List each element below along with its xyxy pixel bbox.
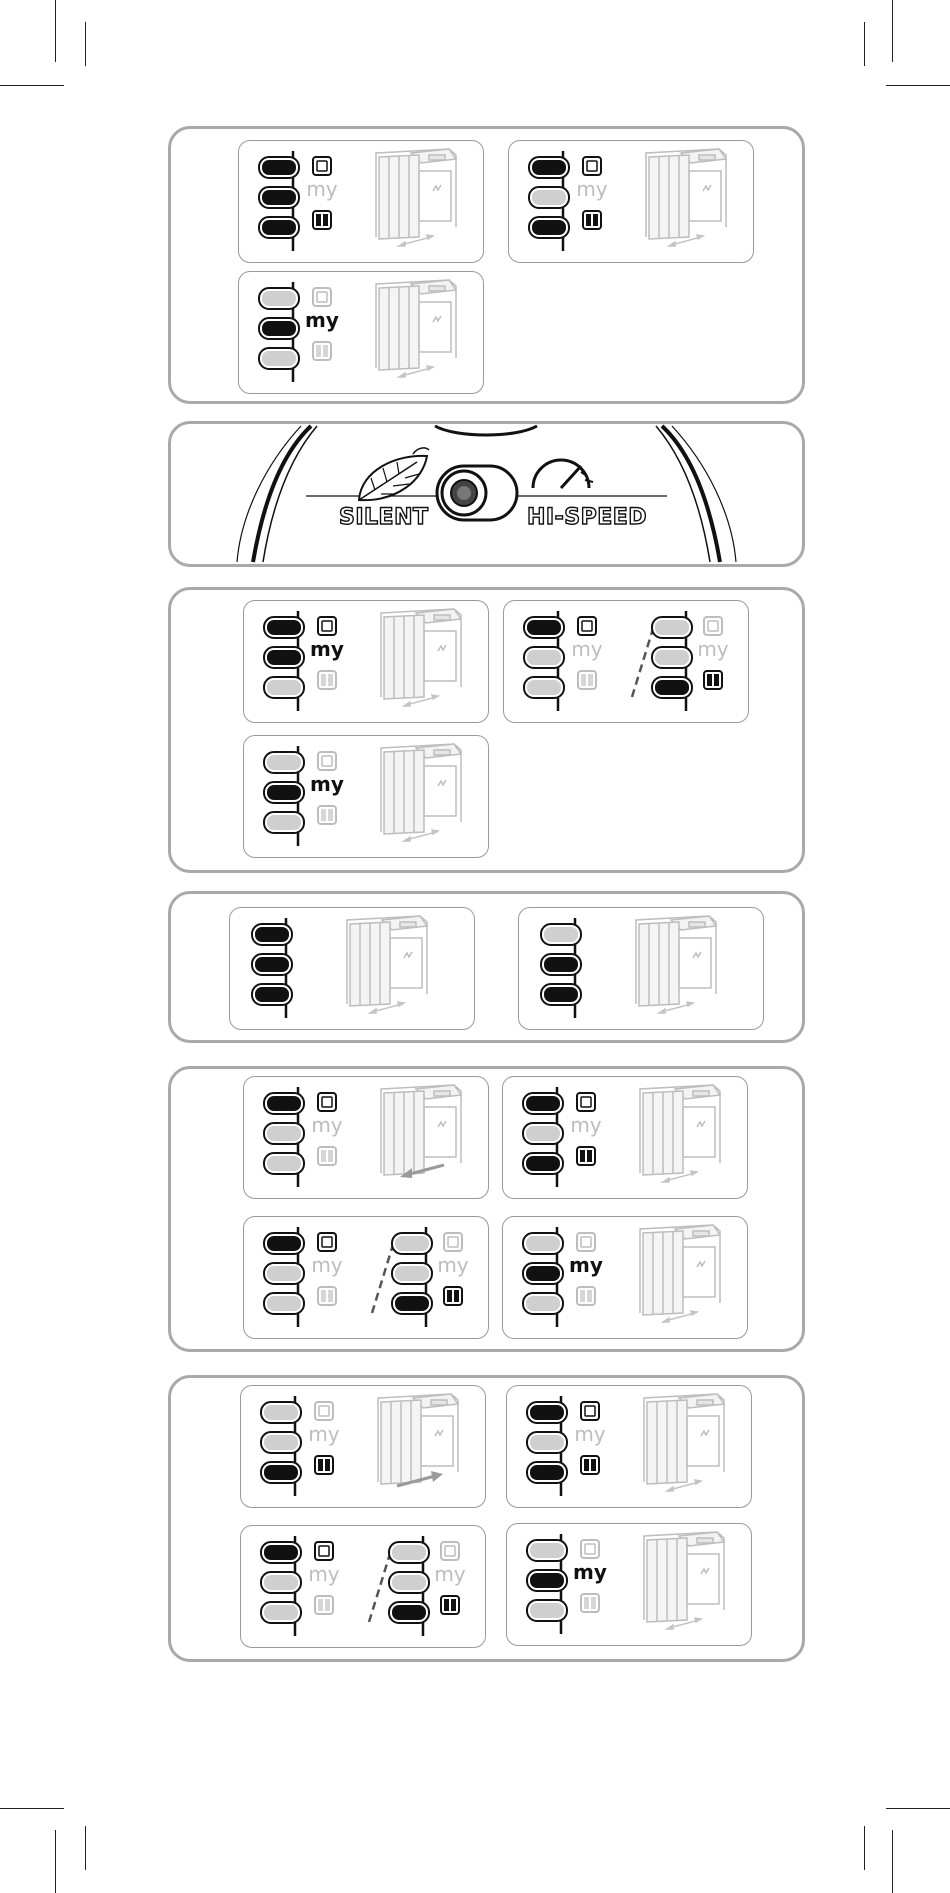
crop-mark: [55, 1830, 56, 1893]
instruction-card: [243, 735, 489, 858]
hi-speed-label: HI-SPEED: [527, 505, 648, 530]
remote-key-icon: [523, 1233, 563, 1254]
sectional-door-icon: [376, 280, 456, 370]
remote-key-icon: [524, 677, 564, 698]
instruction-card: [243, 1076, 489, 1199]
remote-key-icon: [652, 647, 692, 668]
up-square-icon: [441, 1542, 459, 1560]
my-label: my: [308, 1562, 340, 1586]
remote-key-icon: [252, 984, 292, 1005]
remote-key-icon: [264, 752, 304, 773]
my-label: my: [311, 1113, 343, 1137]
my-label: my: [434, 1562, 466, 1586]
remote-key-icon: [392, 1233, 432, 1254]
remote-key-icon: [392, 1263, 432, 1284]
crop-mark: [85, 1826, 86, 1870]
remote-key-icon: [389, 1542, 429, 1563]
instruction-card: [503, 600, 749, 723]
speed-switch-illustration: [171, 424, 802, 564]
crop-mark: [0, 85, 64, 86]
remote-key-icon: [523, 1123, 563, 1144]
up-square-icon: [444, 1233, 462, 1251]
sectional-door-icon: [381, 609, 461, 699]
sectional-door-icon: [644, 1532, 724, 1622]
my-label: my: [306, 177, 338, 201]
pause-square-icon: [704, 671, 722, 689]
remote-key-icon: [264, 1233, 304, 1254]
pause-square-icon: [315, 1596, 333, 1614]
crop-mark: [892, 0, 893, 62]
crop-mark: [864, 22, 865, 66]
instruction-card: [508, 140, 754, 263]
crop-mark: [55, 0, 56, 62]
my-label: my: [569, 1253, 603, 1277]
sectional-door-icon: [636, 916, 716, 1006]
remote-key-icon: [523, 1153, 563, 1174]
remote-key-icon: [261, 1432, 301, 1453]
remote-key-icon: [527, 1462, 567, 1483]
sectional-door-icon: [381, 1085, 461, 1175]
speedometer-icon: [533, 460, 593, 488]
sectional-door-icon: [376, 149, 456, 239]
remote-key-icon: [259, 318, 299, 339]
remote-key-icon: [264, 1123, 304, 1144]
remote-key-icon: [392, 1293, 432, 1314]
instruction-card: [238, 271, 484, 394]
sectional-door-icon: [378, 1394, 458, 1484]
pause-square-icon: [318, 671, 336, 689]
my-label: my: [697, 637, 729, 661]
remote-key-icon: [524, 617, 564, 638]
remote-key-icon: [261, 1602, 301, 1623]
pause-square-icon: [577, 1287, 595, 1305]
up-square-icon: [578, 617, 596, 635]
remote-key-icon: [252, 924, 292, 945]
slide-switch-icon: [437, 466, 517, 520]
remote-key-icon: [264, 1093, 304, 1114]
up-square-icon: [577, 1233, 595, 1251]
pause-square-icon: [581, 1594, 599, 1612]
instruction-card: [229, 907, 475, 1030]
remote-key-icon: [261, 1542, 301, 1563]
remote-key-icon: [264, 617, 304, 638]
my-label: my: [310, 637, 344, 661]
up-square-icon: [583, 157, 601, 175]
pause-square-icon: [578, 671, 596, 689]
my-label: my: [311, 1253, 343, 1277]
up-square-icon: [318, 1233, 336, 1251]
pause-square-icon: [318, 806, 336, 824]
up-square-icon: [315, 1402, 333, 1420]
up-square-icon: [315, 1542, 333, 1560]
up-square-icon: [313, 157, 331, 175]
pause-square-icon: [581, 1456, 599, 1474]
remote-key-icon: [261, 1572, 301, 1593]
sectional-door-icon: [347, 916, 427, 1006]
remote-key-icon: [541, 924, 581, 945]
silent-label: SILENT: [339, 505, 429, 530]
remote-key-icon: [259, 187, 299, 208]
pause-square-icon: [444, 1287, 462, 1305]
up-square-icon: [581, 1402, 599, 1420]
pause-square-icon: [577, 1147, 595, 1165]
pause-square-icon: [318, 1287, 336, 1305]
remote-key-icon: [264, 677, 304, 698]
remote-key-icon: [652, 617, 692, 638]
remote-key-icon: [259, 348, 299, 369]
remote-key-icon: [527, 1402, 567, 1423]
remote-key-icon: [523, 1093, 563, 1114]
remote-key-icon: [527, 1432, 567, 1453]
my-label: my: [570, 1113, 602, 1137]
remote-key-icon: [541, 984, 581, 1005]
crop-mark: [864, 1826, 865, 1870]
crop-mark: [0, 1808, 64, 1809]
speed-switch-panel: [168, 421, 805, 567]
remote-key-icon: [527, 1540, 567, 1561]
remote-key-icon: [264, 1153, 304, 1174]
sectional-door-icon: [644, 1394, 724, 1484]
my-label: my: [576, 177, 608, 201]
remote-key-icon: [259, 288, 299, 309]
remote-key-icon: [523, 1263, 563, 1284]
up-square-icon: [704, 617, 722, 635]
pause-square-icon: [315, 1456, 333, 1474]
remote-key-icon: [527, 1600, 567, 1621]
remote-key-icon: [529, 187, 569, 208]
my-label: my: [573, 1560, 607, 1584]
instruction-card: [506, 1385, 752, 1508]
sectional-door-icon: [381, 744, 461, 834]
remote-key-icon: [264, 812, 304, 833]
crop-mark: [886, 1808, 950, 1809]
my-label: my: [305, 308, 339, 332]
remote-key-icon: [261, 1462, 301, 1483]
my-label: my: [310, 772, 344, 796]
crop-mark: [886, 85, 950, 86]
up-square-icon: [313, 288, 331, 306]
my-label: my: [571, 637, 603, 661]
instruction-card: [238, 140, 484, 263]
my-label: my: [574, 1422, 606, 1446]
remote-key-icon: [264, 1263, 304, 1284]
instruction-card: [243, 600, 489, 723]
instruction-card: [506, 1523, 752, 1646]
pause-square-icon: [583, 211, 601, 229]
remote-key-icon: [529, 217, 569, 238]
pause-square-icon: [313, 342, 331, 360]
instruction-card: [502, 1216, 748, 1339]
up-square-icon: [581, 1540, 599, 1558]
sectional-door-icon: [646, 149, 726, 239]
remote-key-icon: [541, 954, 581, 975]
up-square-icon: [318, 617, 336, 635]
instruction-card: [518, 907, 764, 1030]
sectional-door-icon: [640, 1085, 720, 1175]
instruction-card: [502, 1076, 748, 1199]
feather-leaf-icon: [359, 448, 429, 500]
remote-key-icon: [252, 954, 292, 975]
remote-key-icon: [264, 1293, 304, 1314]
pause-square-icon: [441, 1596, 459, 1614]
remote-key-icon: [264, 647, 304, 668]
instruction-card: [243, 1216, 489, 1339]
remote-key-icon: [389, 1572, 429, 1593]
my-label: my: [437, 1253, 469, 1277]
my-label: my: [308, 1422, 340, 1446]
instruction-card: [240, 1385, 486, 1508]
up-square-icon: [318, 752, 336, 770]
remote-key-icon: [529, 157, 569, 178]
crop-mark: [85, 22, 86, 66]
pause-square-icon: [313, 211, 331, 229]
sectional-door-icon: [640, 1225, 720, 1315]
remote-key-icon: [652, 677, 692, 698]
remote-key-icon: [523, 1293, 563, 1314]
remote-key-icon: [261, 1402, 301, 1423]
instruction-card: [240, 1525, 486, 1648]
up-square-icon: [577, 1093, 595, 1111]
remote-key-icon: [524, 647, 564, 668]
remote-key-icon: [264, 782, 304, 803]
remote-key-icon: [527, 1570, 567, 1591]
remote-key-icon: [389, 1602, 429, 1623]
pause-square-icon: [318, 1147, 336, 1165]
up-square-icon: [318, 1093, 336, 1111]
remote-key-icon: [259, 157, 299, 178]
remote-key-icon: [259, 217, 299, 238]
crop-mark: [892, 1830, 893, 1893]
